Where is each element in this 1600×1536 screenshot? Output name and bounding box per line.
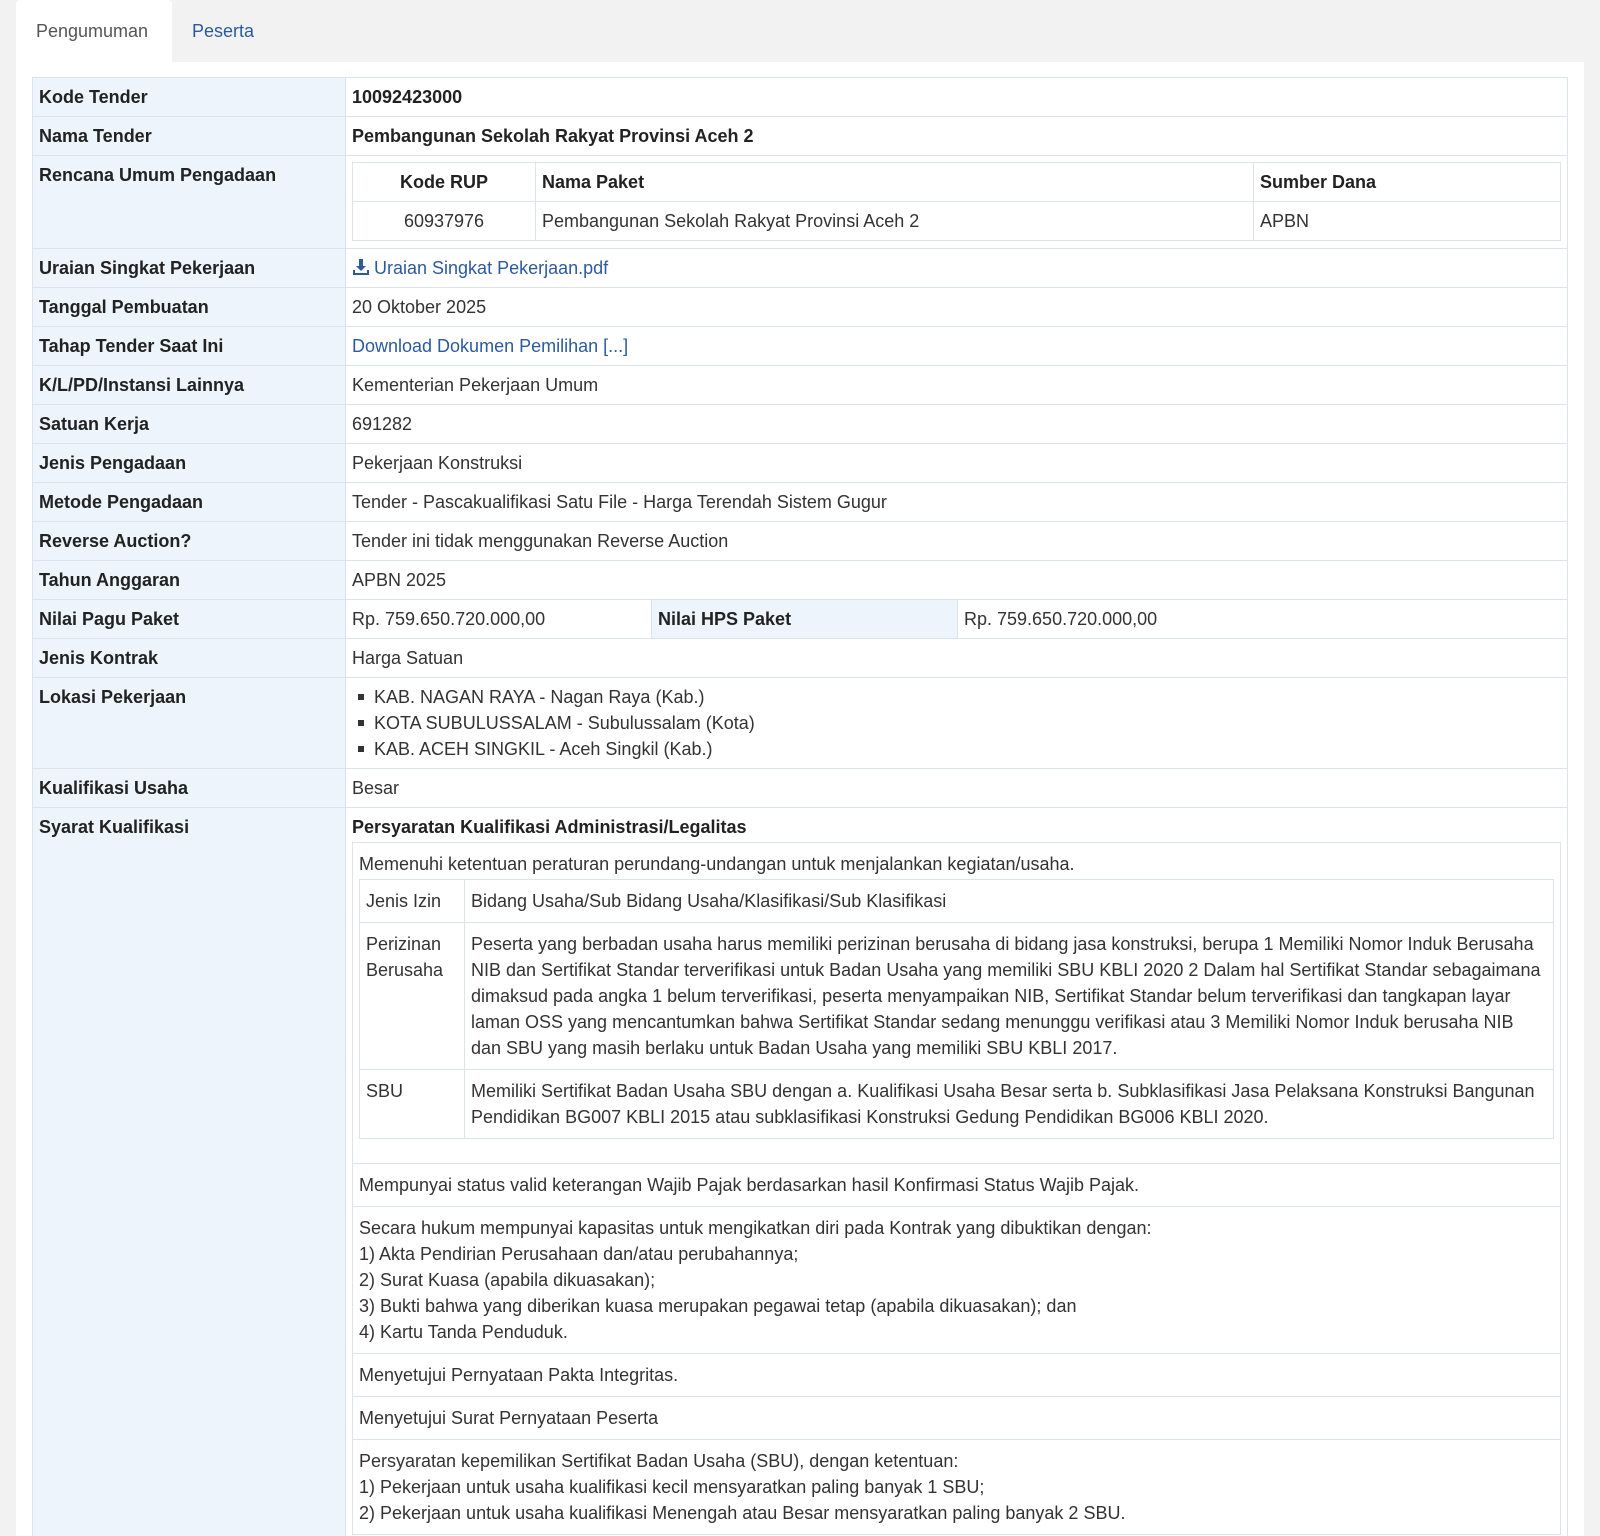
requirement-text: Memenuhi ketentuan peraturan perundang-undangan untuk menjalankan kegiatan/usaha. <box>359 854 1075 874</box>
value-hps: Rp. 759.650.720.000,00 <box>964 609 1158 629</box>
lokasi-list <box>352 684 1561 762</box>
izin-cell-jenis: SBU <box>360 1070 465 1139</box>
value-uraian <box>346 249 1568 288</box>
rup-cell-nama: Pembangunan Sekolah Rakyat Provinsi Aceh 2 <box>536 202 1254 241</box>
value-lokasi <box>346 678 1568 769</box>
requirement-line: 1) Pekerjaan untuk usaha kualifikasi kecil mensyaratkan paling banyak 1 SBU; <box>359 1477 985 1497</box>
table-row <box>360 1070 1554 1139</box>
tender-info-table <box>32 77 1568 1536</box>
requirement-item <box>353 843 1561 1164</box>
value-tahun: APBN 2025 <box>346 561 1568 600</box>
value-reverse: Tender ini tidak menggunakan Reverse Auction <box>346 522 1568 561</box>
list-item: KAB. ACEH SINGKIL - Aceh Singkil (Kab.) <box>358 736 1561 762</box>
izin-header-bidang: Bidang Usaha/Sub Bidang Usaha/Klasifikasi/Sub Klasifikasi <box>465 880 1554 923</box>
row-pagu <box>33 600 1568 639</box>
izin-header-jenis: Jenis Izin <box>360 880 465 923</box>
requirement-line: 2) Surat Kuasa (apabila dikuasakan); <box>359 1270 656 1290</box>
label-kualifikasi: Kualifikasi Usaha <box>33 769 346 808</box>
label-nama-tender: Nama Tender <box>33 117 346 156</box>
row-reverse <box>33 522 1568 561</box>
requirement-item: Mempunyai status valid keterangan Wajib Pajak berdasarkan hasil Konfirmasi Status Wajib Pajak. <box>353 1164 1561 1207</box>
table-row <box>360 923 1554 1070</box>
label-klpd: K/L/PD/Instansi Lainnya <box>33 366 346 405</box>
row-kontrak <box>33 639 1568 678</box>
value-tahap <box>346 327 1568 366</box>
row-metode <box>33 483 1568 522</box>
tender-detail-panel <box>16 62 1584 1536</box>
rup-cell-kode: 60937976 <box>353 202 536 241</box>
label-uraian: Uraian Singkat Pekerjaan <box>33 249 346 288</box>
izin-cell-jenis: Perizinan Berusaha <box>360 923 465 1070</box>
download-dokumen-link[interactable]: Download Dokumen Pemilihan [...] <box>352 336 629 356</box>
value-klpd: Kementerian Pekerjaan Umum <box>346 366 1568 405</box>
requirement-line: Persyaratan kepemilikan Sertifikat Badan Usaha (SBU), dengan ketentuan: <box>359 1451 959 1471</box>
izin-cell-bidang: Peserta yang berbadan usaha harus memiliki perizinan berusaha di bidang jasa konstruksi, berupa 1 Memiliki Nomor Induk Berusaha NIB dan Sertifikat Standar terverifikasi untuk Badan Usaha yang memiliki SBU KBLI 2020 2 Dalam hal Sertifikat Standar sebagaimana dimaksud pada angka 1 belum terverifikasi, peserta menyampaikan NIB, Sertifikat Standar belum terverifikasi dan tangkapan layar laman OSS yang mencantumkan bahwa Sertifikat Standar sedang menunggu verifikasi atau 3 Memiliki Nomor Induk berusaha NIB dan SBU yang masih berlaku untuk Badan Usaha yang memiliki SBU KBLI 2017. <box>465 923 1554 1070</box>
list-item: KAB. NAGAN RAYA - Nagan Raya (Kab.) <box>358 684 1561 710</box>
rup-table <box>352 162 1561 241</box>
label-tahap: Tahap Tender Saat Ini <box>33 327 346 366</box>
label-rup: Rencana Umum Pengadaan <box>33 156 346 249</box>
value-pagu: Rp. 759.650.720.000,00 <box>346 600 652 638</box>
row-rup <box>33 156 1568 249</box>
label-kontrak: Jenis Kontrak <box>33 639 346 678</box>
requirement-line: 4) Kartu Tanda Penduduk. <box>359 1322 568 1342</box>
row-klpd <box>33 366 1568 405</box>
izin-table <box>359 879 1554 1139</box>
label-tahun: Tahun Anggaran <box>33 561 346 600</box>
value-pagu-cell <box>346 600 1568 639</box>
value-rup <box>346 156 1568 249</box>
tab-peserta[interactable]: Peserta <box>192 21 255 41</box>
row-kode-tender <box>33 78 1568 117</box>
value-satker: 691282 <box>346 405 1568 444</box>
table-row <box>353 1164 1561 1207</box>
label-kode-tender: Kode Tender <box>33 78 346 117</box>
table-row <box>353 1440 1561 1535</box>
value-jenis-pengadaan: Pekerjaan Konstruksi <box>346 444 1568 483</box>
requirement-item: Menyetujui Pernyataan Pakta Integritas. <box>353 1354 1561 1397</box>
table-row <box>353 202 1561 241</box>
label-satker: Satuan Kerja <box>33 405 346 444</box>
requirement-line: 2) Pekerjaan untuk usaha kualifikasi Menengah atau Besar mensyaratkan paling banyak 2 SBU. <box>359 1503 1126 1523</box>
label-lokasi: Lokasi Pekerjaan <box>33 678 346 769</box>
rup-header-nama: Nama Paket <box>536 163 1254 202</box>
requirement-line: 3) Bukti bahwa yang diberikan kuasa merupakan pegawai tetap (apabila dikuasakan); dan <box>359 1296 1077 1316</box>
list-item: KOTA SUBULUSSALAM - Subulussalam (Kota) <box>358 710 1561 736</box>
label-reverse: Reverse Auction? <box>33 522 346 561</box>
value-kontrak: Harga Satuan <box>346 639 1568 678</box>
uraian-pdf-link-text: Uraian Singkat Pekerjaan.pdf <box>374 258 609 278</box>
row-nama-tender <box>33 117 1568 156</box>
value-tanggal: 20 Oktober 2025 <box>346 288 1568 327</box>
row-lokasi <box>33 678 1568 769</box>
requirement-line: 1) Akta Pendirian Perusahaan dan/atau perubahannya; <box>359 1244 799 1264</box>
label-hps: Nilai HPS Paket <box>652 600 958 638</box>
value-metode: Tender - Pascakualifikasi Satu File - Harga Terendah Sistem Gugur <box>346 483 1568 522</box>
requirement-item <box>353 1207 1561 1354</box>
row-syarat <box>33 808 1568 1536</box>
row-satker <box>33 405 1568 444</box>
label-tanggal: Tanggal Pembuatan <box>33 288 346 327</box>
row-jenis-pengadaan <box>33 444 1568 483</box>
requirements-table <box>352 842 1561 1535</box>
row-tahap <box>33 327 1568 366</box>
value-nama-tender: Pembangunan Sekolah Rakyat Provinsi Aceh 2 <box>346 117 1568 156</box>
table-row <box>353 843 1561 1164</box>
tab-bar <box>0 0 1600 62</box>
label-pagu: Nilai Pagu Paket <box>33 600 346 639</box>
table-row <box>353 1397 1561 1440</box>
row-uraian <box>33 249 1568 288</box>
syarat-title: Persyaratan Kualifikasi Administrasi/Legalitas <box>352 817 747 837</box>
requirement-item <box>353 1440 1561 1535</box>
rup-cell-sumber: APBN <box>1254 202 1561 241</box>
rup-header-kode: Kode RUP <box>353 163 536 202</box>
uraian-pdf-link[interactable] <box>352 258 608 278</box>
label-metode: Metode Pengadaan <box>33 483 346 522</box>
row-kualifikasi <box>33 769 1568 808</box>
value-kode-tender: 10092423000 <box>346 78 1568 117</box>
row-tanggal <box>33 288 1568 327</box>
rup-header-sumber: Sumber Dana <box>1254 163 1561 202</box>
table-row <box>353 1207 1561 1354</box>
row-tahun <box>33 561 1568 600</box>
izin-cell-bidang: Memiliki Sertifikat Badan Usaha SBU dengan a. Kualifikasi Usaha Besar serta b. Subklasifikasi Jasa Pelaksana Konstruksi Bangunan Pendidikan BG007 KBLI 2015 atau subklasifikasi Konstruksi Gedung Pendidikan BG006 KBLI 2020. <box>465 1070 1554 1139</box>
label-syarat: Syarat Kualifikasi <box>33 808 346 1536</box>
requirement-line: Secara hukum mempunyai kapasitas untuk mengikatkan diri pada Kontrak yang dibuktikan dengan: <box>359 1218 1152 1238</box>
value-kualifikasi: Besar <box>346 769 1568 808</box>
table-row <box>353 1354 1561 1397</box>
value-syarat <box>346 808 1568 1536</box>
label-jenis-pengadaan: Jenis Pengadaan <box>33 444 346 483</box>
tab-pengumuman[interactable]: Pengumuman <box>16 0 172 62</box>
requirement-item: Menyetujui Surat Pernyataan Peserta <box>353 1397 1561 1440</box>
download-icon <box>352 258 370 276</box>
